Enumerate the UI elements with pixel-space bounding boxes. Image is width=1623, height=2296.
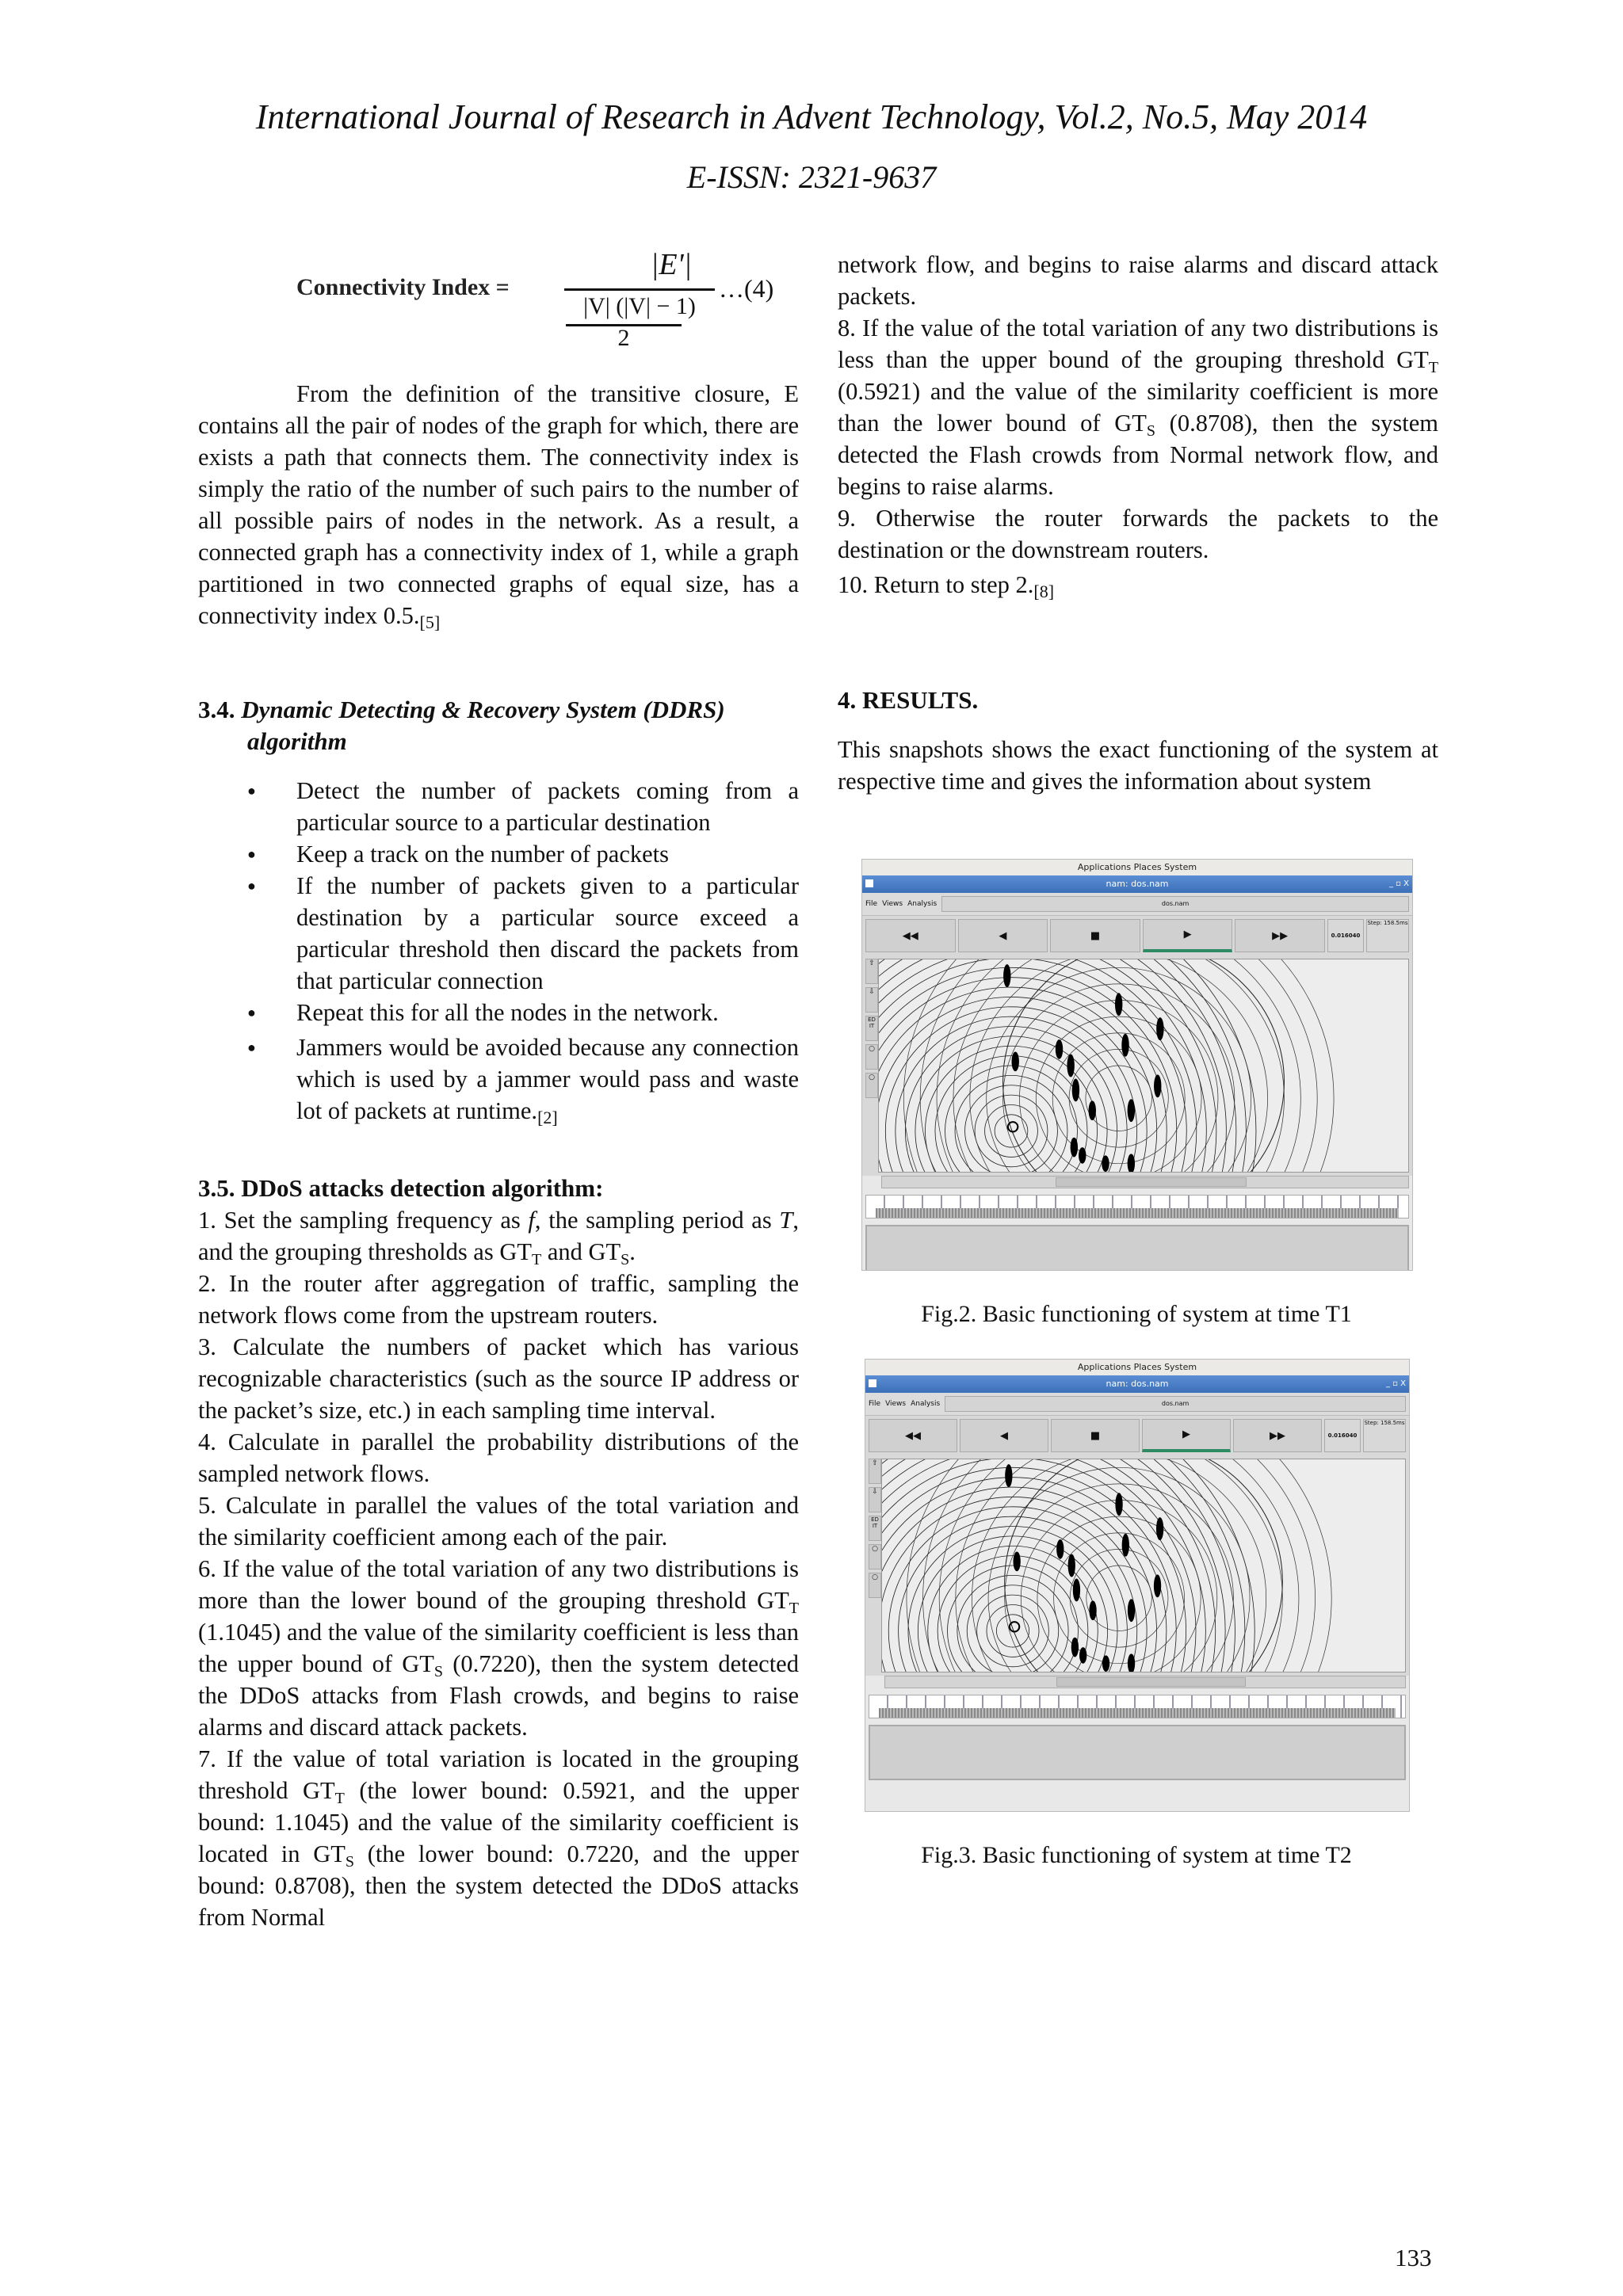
step-slider[interactable] bbox=[1366, 919, 1409, 952]
range-circle bbox=[1021, 1501, 1217, 1672]
text: , and the grouping thresholds as GT bbox=[198, 1207, 799, 1265]
wireless-range-circles bbox=[879, 959, 1408, 1172]
network-node bbox=[1014, 1551, 1021, 1571]
subscript: S bbox=[621, 1251, 630, 1268]
citation: [5] bbox=[419, 612, 441, 632]
figure-3-caption: Fig.3. Basic functioning of system at time T2 bbox=[921, 1842, 1352, 1868]
network-node bbox=[1071, 1138, 1078, 1158]
playback-controls bbox=[862, 916, 1412, 955]
text: (0.8708), then the system detected the Flash crowds from Normal network flow, and begins to raise alarms. bbox=[838, 410, 1439, 500]
range-circle bbox=[879, 959, 1246, 1172]
tool-column bbox=[869, 1459, 881, 1672]
bullet-item bbox=[296, 997, 799, 1028]
text: 5. Calculate in parallel the values of the total variation and the similarity coefficient among each of the pair. bbox=[198, 1492, 799, 1550]
algorithm-step bbox=[838, 569, 1438, 608]
text: If the number of packets given to a particular destination by a particular source exceed a particular threshold then discard the packets from that particular connection bbox=[296, 872, 799, 994]
range-circle bbox=[1037, 1516, 1201, 1672]
range-circle bbox=[905, 1027, 1117, 1172]
paragraph bbox=[198, 378, 799, 639]
menu-analysis[interactable]: Analysis bbox=[911, 1400, 941, 1408]
desktop-top-panel: Applications Places System bbox=[865, 1360, 1409, 1375]
subscript: S bbox=[433, 1663, 443, 1680]
text: 10. Return to step 2. bbox=[838, 571, 1034, 598]
window-titlebar bbox=[865, 1375, 1409, 1393]
network-node bbox=[1071, 1638, 1079, 1657]
formula-lhs: Connectivity Index = bbox=[296, 274, 510, 300]
text: (the lower bound: 0.5921, and the upper bound: 1.1045) and the value of the similarity coefficient is located in GT bbox=[198, 1777, 799, 1867]
algorithm-step bbox=[198, 1331, 799, 1426]
network-node bbox=[1079, 1647, 1086, 1664]
annotation-panel bbox=[865, 1225, 1409, 1271]
network-node bbox=[1102, 1155, 1109, 1172]
range-circle bbox=[1019, 1001, 1218, 1172]
text: 7. If the value of total variation is located in the grouping threshold GT bbox=[198, 1745, 799, 1804]
bullet-item bbox=[296, 870, 799, 997]
network-node bbox=[1067, 1055, 1074, 1077]
network-node bbox=[1102, 1655, 1109, 1672]
ddrs-bullets bbox=[198, 775, 799, 1134]
playback-controls bbox=[865, 1416, 1409, 1455]
range-circle bbox=[1070, 1549, 1168, 1647]
text: (1.1045) and the value of the similarity coefficient is less than the upper bound of GT bbox=[198, 1619, 799, 1677]
range-circle bbox=[882, 1459, 1235, 1672]
network-node bbox=[1072, 1078, 1079, 1101]
network-node bbox=[1056, 1539, 1064, 1559]
step-label: Step: 158.5ms bbox=[1367, 920, 1408, 926]
range-circle bbox=[1086, 1566, 1152, 1630]
time-readout: 0.016040 bbox=[1327, 919, 1364, 952]
subscript: T bbox=[334, 1790, 345, 1807]
wireless-range-circles bbox=[882, 1459, 1405, 1672]
range-circle bbox=[908, 1527, 1117, 1672]
network-node bbox=[1115, 1493, 1122, 1516]
canvas-row bbox=[865, 1455, 1409, 1676]
network-node bbox=[1154, 1574, 1161, 1597]
network-node bbox=[1122, 1534, 1129, 1557]
fast-forward-button[interactable]: ▶▶ bbox=[1235, 919, 1325, 952]
edit-button[interactable]: ED IT bbox=[865, 1016, 878, 1041]
source-node bbox=[1008, 1122, 1018, 1131]
network-node bbox=[1156, 1017, 1163, 1040]
figure-3-nam-screenshot bbox=[865, 1359, 1410, 1812]
range-circle bbox=[899, 1516, 1128, 1672]
menu-bar bbox=[865, 1393, 1409, 1416]
page-number: 133 bbox=[1395, 2244, 1432, 2271]
rewind-button[interactable]: ◀◀ bbox=[869, 1419, 957, 1452]
menu-views[interactable]: Views bbox=[882, 900, 903, 908]
horizontal-scrollbar[interactable] bbox=[881, 1176, 1409, 1188]
subscript: T bbox=[532, 1251, 542, 1268]
text: 3. Calculate the numbers of packet which has various recognizable characteristics (such as the source IP address or the packet’s size, etc.) in each sampling time interval. bbox=[198, 1333, 799, 1424]
formula-divisor: 2 bbox=[617, 325, 630, 351]
text: , the sampling period as bbox=[534, 1207, 780, 1234]
rewind-button[interactable]: ◀◀ bbox=[865, 919, 956, 952]
timeline-slider[interactable] bbox=[869, 1695, 1406, 1718]
range-circle bbox=[879, 959, 1197, 1172]
desktop-top-panel: Applications Places System bbox=[862, 860, 1412, 875]
algorithm-step bbox=[198, 1204, 799, 1268]
annotation-panel bbox=[869, 1725, 1406, 1780]
network-node bbox=[1073, 1578, 1080, 1601]
variable: T bbox=[779, 1207, 793, 1234]
menu-analysis[interactable]: Analysis bbox=[907, 900, 938, 908]
equation-number: …(4) bbox=[719, 274, 774, 303]
zoom-in-icon[interactable]: ⇧ bbox=[865, 959, 878, 984]
range-circle bbox=[882, 1459, 1245, 1672]
menu-file[interactable]: File bbox=[865, 900, 878, 908]
canvas-row bbox=[862, 955, 1412, 1176]
step-slider[interactable] bbox=[1363, 1419, 1406, 1452]
citation: [8] bbox=[1033, 582, 1055, 601]
text: and GT bbox=[541, 1238, 621, 1265]
figure-2-caption: Fig.2. Basic functioning of system at time T1 bbox=[921, 1301, 1352, 1327]
left-para1 bbox=[198, 378, 799, 639]
text: 2. In the router after aggregation of traffic, sampling the network flows come from the upstream routers. bbox=[198, 1270, 799, 1329]
text: 8. If the value of the total variation of any two distributions is less than the upper bound of the grouping threshold GT bbox=[838, 315, 1438, 373]
link-tool-icon[interactable]: ○ bbox=[869, 1573, 881, 1598]
tool-column bbox=[865, 959, 878, 1173]
network-node bbox=[1115, 993, 1122, 1016]
time-readout: 0.016040 bbox=[1324, 1419, 1361, 1452]
text: (0.5921) and the value of the similarity coefficient is more than the lower bound of GT bbox=[838, 378, 1438, 437]
network-node bbox=[1003, 964, 1010, 987]
timeline-slider[interactable] bbox=[865, 1195, 1409, 1219]
range-circle bbox=[1086, 1066, 1152, 1131]
zoom-out-icon[interactable]: ⇩ bbox=[869, 1487, 881, 1512]
network-node bbox=[1128, 1154, 1135, 1172]
text: 1. Set the sampling frequency as bbox=[198, 1207, 529, 1234]
file-name-display: dos.nam bbox=[941, 896, 1409, 912]
network-node bbox=[1089, 1600, 1096, 1620]
window-controls[interactable]: _ ▫ X bbox=[1389, 879, 1409, 888]
section-4 bbox=[838, 685, 1438, 797]
algorithm-step bbox=[198, 1268, 799, 1331]
algorithm-step bbox=[198, 1743, 799, 1933]
paragraph bbox=[838, 249, 1438, 312]
link-tool-icon[interactable]: ○ bbox=[865, 1073, 878, 1098]
range-circle bbox=[879, 959, 1236, 1172]
algorithm-steps-cont bbox=[838, 312, 1438, 608]
network-node bbox=[1012, 1051, 1019, 1071]
section-title: 4. RESULTS. bbox=[838, 686, 979, 714]
network-node bbox=[1154, 1074, 1161, 1097]
subscript: S bbox=[1146, 422, 1156, 440]
text: From the definition of the transitive closure, E contains all the pair of nodes of the graph for which, there are exists a path that connects them. The connectivity index is simply the ratio of the number of such pairs to the number of all possible pairs of nodes in the network. As a result, a connected graph has a connectivity index of 1, while a graph partitioned in two connected graphs of equal size, has a connectivity index 0.5. bbox=[198, 380, 799, 629]
algorithm-step bbox=[838, 312, 1438, 502]
zoom-in-icon[interactable]: ⇧ bbox=[869, 1459, 881, 1484]
node-tool-icon[interactable]: ○ bbox=[865, 1044, 878, 1070]
edit-button[interactable]: ED IT bbox=[869, 1516, 881, 1541]
section-title: Dynamic Detecting & Recovery System (DDRS) algorithm bbox=[241, 696, 725, 755]
subscript: T bbox=[789, 1600, 799, 1617]
play-button[interactable]: ▶ bbox=[1142, 1419, 1231, 1452]
range-circle bbox=[945, 1066, 1078, 1172]
network-node bbox=[1121, 1034, 1128, 1057]
issn: E-ISSN: 2321-9637 bbox=[686, 159, 937, 195]
window-menu-icon[interactable] bbox=[865, 879, 873, 887]
menu-views[interactable]: Views bbox=[885, 1400, 907, 1408]
network-node bbox=[1068, 1554, 1075, 1577]
section-3-4 bbox=[198, 694, 799, 1134]
step-label: Step: 158.5ms bbox=[1364, 1420, 1405, 1426]
zoom-out-icon[interactable]: ⇩ bbox=[865, 987, 878, 1013]
connectivity-index-formula bbox=[295, 242, 786, 353]
network-node bbox=[1156, 1517, 1163, 1540]
stop-button[interactable]: ■ bbox=[1050, 919, 1140, 952]
range-circle bbox=[1036, 1016, 1201, 1172]
section-title: 3.5. DDoS attacks detection algorithm: bbox=[198, 1174, 604, 1202]
step-back-button[interactable]: ◀ bbox=[960, 1419, 1048, 1452]
bullet-item bbox=[296, 838, 799, 870]
window-titlebar bbox=[862, 875, 1412, 893]
fraction-bar bbox=[564, 288, 715, 291]
range-circle bbox=[948, 1566, 1079, 1672]
network-node bbox=[1128, 1653, 1135, 1672]
window-title: nam: dos.nam bbox=[1106, 879, 1169, 889]
section-3-5 bbox=[198, 1173, 799, 1933]
network-node bbox=[1128, 1599, 1135, 1622]
network-animation-canvas[interactable] bbox=[878, 959, 1409, 1173]
text: network flow, and begins to raise alarms and discard attack packets. bbox=[838, 251, 1438, 310]
network-node bbox=[1089, 1100, 1096, 1120]
play-button[interactable]: ▶ bbox=[1143, 919, 1233, 952]
subscript: S bbox=[345, 1853, 355, 1871]
bullet-item bbox=[296, 1032, 799, 1134]
window-controls[interactable]: _ ▫ X bbox=[1386, 1379, 1406, 1388]
network-node bbox=[1079, 1147, 1086, 1164]
window-menu-icon[interactable] bbox=[869, 1379, 876, 1387]
range-circle bbox=[896, 1016, 1127, 1172]
text: (0.7220), then the system detected the DDoS attacks from Flash crowds, and begins to raise alarms and discard attack packets. bbox=[198, 1650, 799, 1741]
algorithm-step bbox=[198, 1553, 799, 1743]
text: (the lower bound: 0.7220, and the upper bound: 0.8708), then the system detected the DDoS attacks from Normal bbox=[198, 1840, 799, 1931]
range-circle bbox=[882, 1459, 1196, 1672]
menu-bar bbox=[862, 893, 1412, 916]
figure-2-nam-screenshot bbox=[861, 859, 1413, 1271]
text: Detect the number of packets coming from a particular source to a particular destination bbox=[296, 777, 799, 836]
algorithm-step bbox=[198, 1426, 799, 1489]
file-name-display: dos.nam bbox=[945, 1396, 1406, 1412]
step-back-button[interactable]: ◀ bbox=[958, 919, 1048, 952]
formula-numerator: |E'| bbox=[650, 248, 693, 281]
network-animation-canvas[interactable] bbox=[881, 1459, 1406, 1672]
formula-denominator: |V| (|V| − 1) bbox=[583, 293, 696, 319]
text: 9. Otherwise the router forwards the packets to the destination or the downstream routers. bbox=[838, 505, 1438, 563]
text: This snapshots shows the exact functioning of the system at respective time and gives the information about system bbox=[838, 736, 1438, 795]
paragraph bbox=[838, 734, 1438, 797]
menu-file[interactable]: File bbox=[869, 1400, 881, 1408]
scroll-thumb[interactable] bbox=[1056, 1177, 1247, 1187]
text: Jammers would be avoided because any connection which is used by a jammer would pass and waste lot of packets at runtime. bbox=[296, 1034, 799, 1124]
text: Repeat this for all the nodes in the network. bbox=[296, 999, 719, 1026]
text: Keep a track on the number of packets bbox=[296, 841, 670, 868]
journal-header: International Journal of Research in Advent Technology, Vol.2, No.5, May 2014 bbox=[255, 97, 1368, 136]
bullet-item bbox=[296, 775, 799, 838]
text: 6. If the value of the total variation of any two distributions is more than the lower bound of the grouping threshold GT bbox=[198, 1555, 799, 1614]
text: 4. Calculate in parallel the probability distributions of the sampled network flows. bbox=[198, 1428, 799, 1487]
network-node bbox=[1128, 1099, 1135, 1122]
subscript: T bbox=[1428, 359, 1438, 376]
range-circle bbox=[1069, 1049, 1168, 1147]
window-title: nam: dos.nam bbox=[1106, 1379, 1169, 1389]
right-column-top bbox=[838, 249, 1438, 608]
range-circle bbox=[879, 959, 1226, 1172]
stop-button[interactable]: ■ bbox=[1051, 1419, 1140, 1452]
citation: [2] bbox=[537, 1108, 558, 1127]
network-node bbox=[1056, 1039, 1063, 1059]
scroll-thumb[interactable] bbox=[1056, 1677, 1245, 1687]
algorithm-step bbox=[198, 1489, 799, 1553]
range-circle bbox=[882, 1459, 1225, 1672]
fast-forward-button[interactable]: ▶▶ bbox=[1233, 1419, 1322, 1452]
node-tool-icon[interactable]: ○ bbox=[869, 1544, 881, 1569]
source-node bbox=[1010, 1622, 1019, 1631]
horizontal-scrollbar[interactable] bbox=[884, 1676, 1406, 1688]
text: . bbox=[629, 1238, 636, 1265]
network-node bbox=[1005, 1464, 1012, 1487]
section-number: 3.4. bbox=[198, 696, 235, 723]
variable: f bbox=[528, 1207, 535, 1234]
algorithm-step bbox=[838, 502, 1438, 566]
algorithm-steps bbox=[198, 1204, 799, 1933]
